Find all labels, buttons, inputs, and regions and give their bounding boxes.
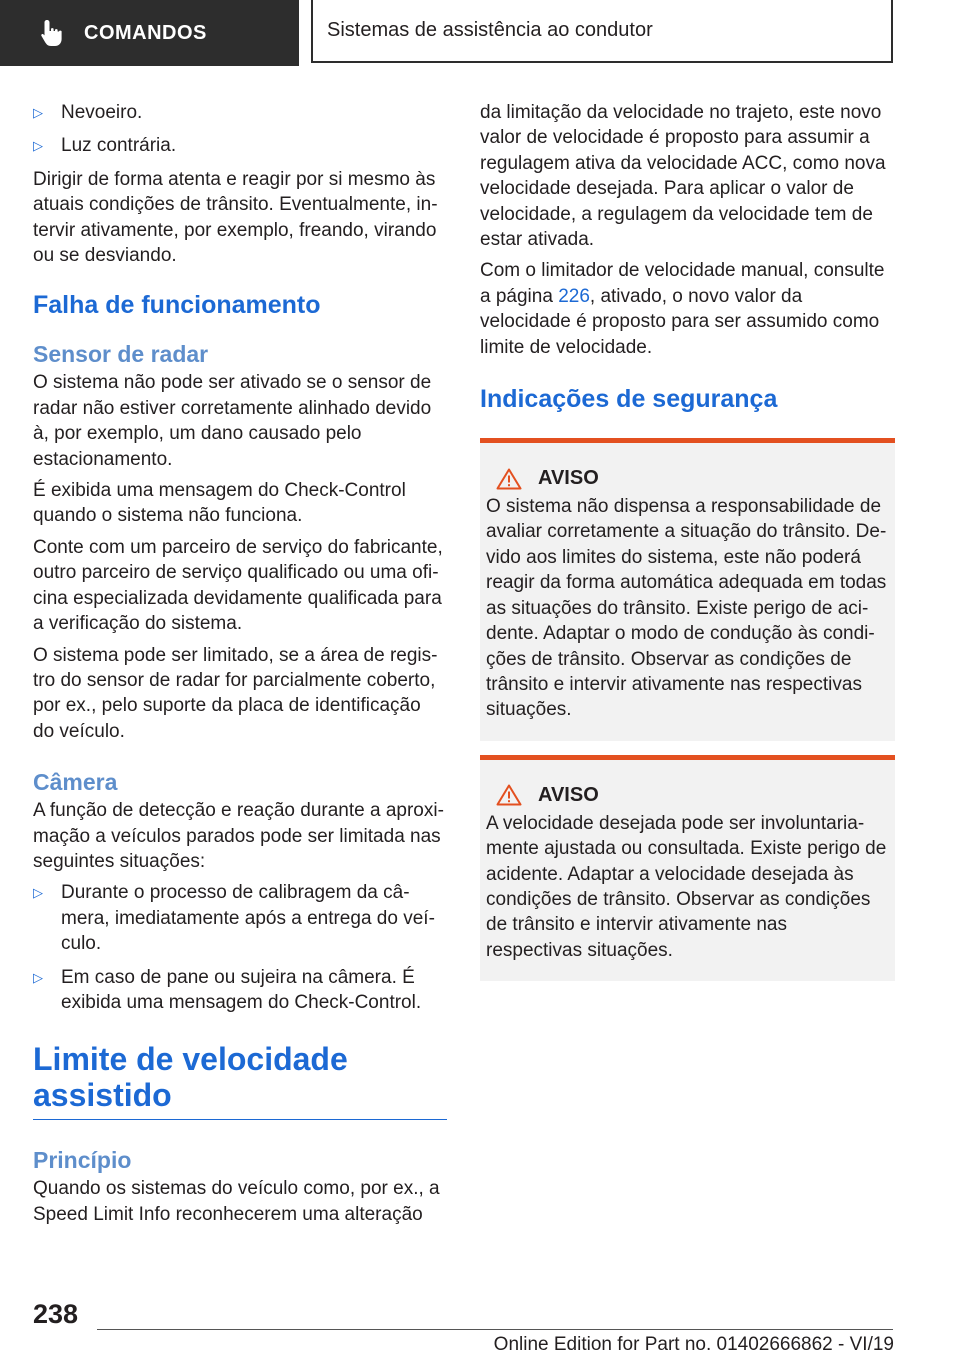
list-item xyxy=(33,133,447,158)
left-column xyxy=(33,100,447,1233)
warning-title xyxy=(486,784,887,807)
heading-indicacoes-seguranca: Indicações de segurança xyxy=(480,385,778,414)
triangle-bullet-icon: ▷ xyxy=(33,885,43,901)
page-number: 238 xyxy=(33,1299,79,1329)
warning-triangle-icon xyxy=(496,468,522,490)
chapter-title-text: Sistemas de assistência ao condutor xyxy=(327,19,653,41)
heading-sensor-radar: Sensor de radar xyxy=(33,341,209,368)
paragraph: Dirigir de forma atenta e reagir por si mesmo às atuais condições de trânsito. Eventualmente, intervir ativamente, por exemplo, freando, virando ou se desviando. xyxy=(33,168,438,267)
triangle-bullet-icon: ▷ xyxy=(33,969,43,985)
warning-text: A velocidade desejada pode ser involuntariamente ajustada ou consultada. Existe perigo de acidente. Adaptar a velocidade desejada às condições de trânsito. Observar as condições de trânsito e intervir ativamente nas respectivas situações. xyxy=(486,812,887,961)
paragraph: O sistema não pode ser ativado se o sensor de radar não estiver corretamente alinhado devido à, por exemplo, um dano causado pelo estacionamento. xyxy=(33,372,432,470)
triangle-bullet-icon: ▷ xyxy=(33,138,43,154)
list-item-text: Em caso de pane ou sujeira na câmera. É exibida uma mensagem do Check-Control. xyxy=(61,966,422,1013)
hand-pointer-icon xyxy=(38,18,66,48)
section-tab xyxy=(0,0,299,66)
list-item-text: Durante o processo de calibragem da câmera, imediatamente após a entrega do veículo. xyxy=(61,882,435,955)
section-tab-label: COMANDOS xyxy=(84,21,207,44)
edition-footer: Online Edition for Part no. 01402666862 - VI/19 xyxy=(493,1334,894,1355)
warning-box xyxy=(480,755,895,981)
paragraph: Quando os sistemas do veículo como, por ex., a Speed Limit Info reconhecerem uma alteração xyxy=(33,1178,440,1225)
footer-divider xyxy=(97,1329,893,1330)
warning-label: AVISO xyxy=(538,467,599,490)
triangle-bullet-icon: ▷ xyxy=(33,105,43,120)
paragraph: A função de detecção e reação durante a aproximação a veículos parados pode ser limitada nas seguintes situações: xyxy=(33,800,444,872)
paragraph: da limitação da velocidade no trajeto, este novo valor de velocidade é proposto para assumir a regulagem ativa da velocidade ACC, como nova velocidade desejada. Para aplicar o valor de velocidade, a regulagem da velocidade tem de estar ativada. xyxy=(480,102,886,251)
right-column xyxy=(480,100,895,995)
warning-box xyxy=(480,438,895,741)
paragraph-text: Com o limitador de velocidade manual, consulte a página xyxy=(480,260,885,307)
list-item-text: Nevoeiro. xyxy=(61,102,143,123)
warning-text: O sistema não dispensa a responsabilidade de avaliar corretamente a situação do trânsito. Devido aos limites do sistema, este não poderá reagir da forma automática adequada em todas as situações do trânsito. Existe perigo de acidente. Adaptar o modo de condução às condições de trânsito. Observar as condições de trânsito e intervir ativamente nas respectivas situações. xyxy=(486,496,887,721)
paragraph: O sistema pode ser limitado, se a área de registro do sensor de radar for parcialmente coberto, por ex., pelo suporte da placa de identificação do veículo. xyxy=(33,644,438,742)
heading-principio: Princípio xyxy=(33,1147,132,1174)
heading-falha-funcionamento: Falha de funcionamento xyxy=(33,291,321,320)
chapter-title xyxy=(311,0,893,63)
list-item xyxy=(33,100,447,125)
heading-limite-velocidade: Limite de velocidade assistido xyxy=(33,1041,447,1120)
paragraph-text: , ativado, o novo valor da velocidade é proposto para ser assumido como limite de velocidade. xyxy=(480,285,880,358)
warning-triangle-icon xyxy=(496,784,522,806)
heading-camera: Câmera xyxy=(33,769,118,796)
paragraph: Conte com um parceiro de serviço do fabricante, outro parceiro de serviço qualificado ou uma oficina especializada devidamente qualificada para a verificação do sistema. xyxy=(33,536,443,635)
paragraph: É exibida uma mensagem do Check-Control quando o sistema não funciona. xyxy=(33,480,406,527)
list-item xyxy=(33,880,447,956)
page-reference-link[interactable]: 226 xyxy=(558,285,590,307)
warning-title xyxy=(486,467,887,490)
list-item-text: Luz contrária. xyxy=(61,135,177,157)
list-item xyxy=(33,965,447,1016)
paragraph-manual-limiter xyxy=(480,258,895,360)
warning-label: AVISO xyxy=(538,783,599,806)
